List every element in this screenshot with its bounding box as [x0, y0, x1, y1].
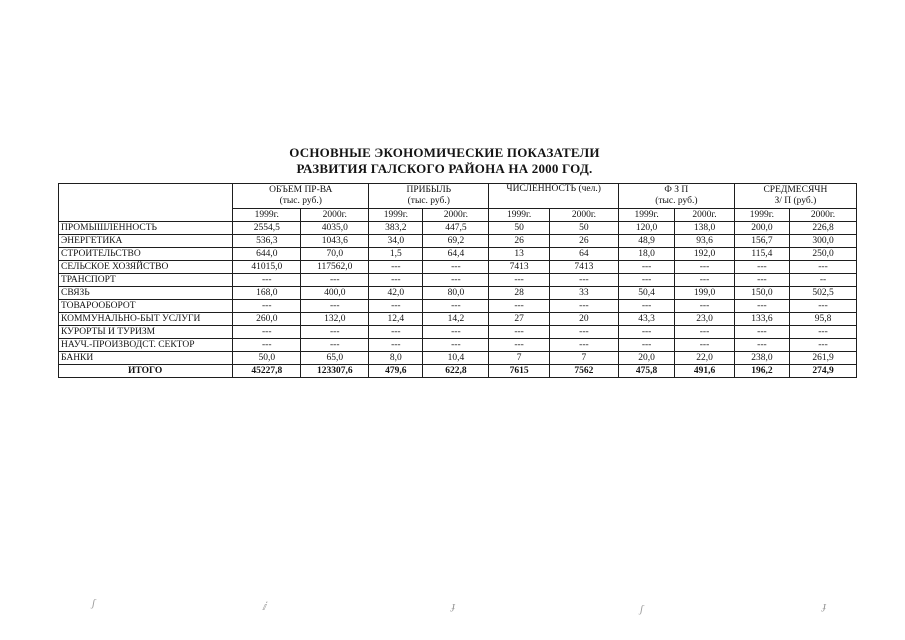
table-cell: 50,0 — [233, 352, 301, 365]
table-cell: 95,8 — [790, 313, 857, 326]
table-cell: --- — [233, 274, 301, 287]
table-cell: --- — [790, 326, 857, 339]
year-header: 2000г. — [549, 209, 618, 222]
table-cell: --- — [549, 326, 618, 339]
table-cell: --- — [790, 339, 857, 352]
year-header: 2000г. — [790, 209, 857, 222]
total-row — [59, 365, 857, 378]
table-cell: --- — [233, 300, 301, 313]
group-header — [369, 184, 489, 209]
table-cell: 491,6 — [675, 365, 735, 378]
row-label: СВЯЗЬ — [59, 287, 233, 300]
table-cell: 64,4 — [423, 248, 489, 261]
table-cell: 132,0 — [301, 313, 369, 326]
table-cell: 13 — [489, 248, 550, 261]
scan-mark: ɟ — [452, 600, 456, 612]
table-cell: 536,3 — [233, 235, 301, 248]
group-header-title: ОБЪЕМ ПР-ВА — [269, 185, 333, 195]
table-group-header-row — [59, 184, 857, 209]
table-cell: 42,0 — [369, 287, 423, 300]
table-cell: 250,0 — [790, 248, 857, 261]
table-cell: --- — [423, 300, 489, 313]
group-header-title: ЧИСЛЕННОСТЬ (чел.) — [506, 184, 601, 194]
indicators-table — [58, 183, 857, 378]
table-cell: 65,0 — [301, 352, 369, 365]
table-cell: 2554,5 — [233, 222, 301, 235]
document-title-line-1: ОСНОВНЫЕ ЭКОНОМИЧЕСКИЕ ПОКАЗАТЕЛИ — [289, 145, 600, 160]
table-cell: --- — [301, 300, 369, 313]
year-header: 1999г. — [489, 209, 550, 222]
row-label: ЭНЕРГЕТИКА — [59, 235, 233, 248]
table-cell: 33 — [549, 287, 618, 300]
row-label: СЕЛЬСКОЕ ХОЗЯЙСТВО — [59, 261, 233, 274]
table-row — [59, 261, 857, 274]
group-header-unit: (тыс. руб.) — [407, 196, 450, 206]
table-row — [59, 339, 857, 352]
table-cell: --- — [734, 326, 789, 339]
table-cell: 64 — [549, 248, 618, 261]
table-row — [59, 248, 857, 261]
document-title-line-2: РАЗВИТИЯ ГАЛСКОГО РАЙОНА НА 2000 ГОД. — [296, 161, 593, 176]
table-row — [59, 287, 857, 300]
table-cell: --- — [489, 274, 550, 287]
table-cell: --- — [301, 326, 369, 339]
table-cell: 7615 — [489, 365, 550, 378]
table-cell: 8,0 — [369, 352, 423, 365]
table-cell: --- — [618, 261, 674, 274]
table-cell: 80,0 — [423, 287, 489, 300]
table-body — [59, 222, 857, 378]
table-cell: 1043,6 — [301, 235, 369, 248]
table-cell: 226,8 — [790, 222, 857, 235]
year-header: 2000г. — [675, 209, 735, 222]
table-cell: --- — [675, 339, 735, 352]
table-cell: --- — [734, 300, 789, 313]
table-cell: 156,7 — [734, 235, 789, 248]
table-cell: --- — [549, 274, 618, 287]
table-cell: --- — [369, 261, 423, 274]
year-header: 1999г. — [618, 209, 674, 222]
table-cell: 196,2 — [734, 365, 789, 378]
table-cell: 4035,0 — [301, 222, 369, 235]
table-cell: 479,6 — [369, 365, 423, 378]
row-label: СТРОИТЕЛЬСТВО — [59, 248, 233, 261]
table-cell: 200,0 — [734, 222, 789, 235]
table-cell: 138,0 — [675, 222, 735, 235]
table-cell: --- — [489, 339, 550, 352]
table-cell: 20 — [549, 313, 618, 326]
table-cell: --- — [618, 274, 674, 287]
table-cell: 383,2 — [369, 222, 423, 235]
scan-mark: ɟ — [823, 600, 827, 612]
table-cell: --- — [734, 339, 789, 352]
scan-mark: ʃ — [640, 603, 644, 615]
year-header: 2000г. — [423, 209, 489, 222]
table-cell: --- — [423, 326, 489, 339]
scan-mark: ⅈ — [262, 601, 266, 613]
table-cell: --- — [675, 326, 735, 339]
table-cell: 1,5 — [369, 248, 423, 261]
table-cell: 10,4 — [423, 352, 489, 365]
table-cell: --- — [489, 300, 550, 313]
table-cell: 22,0 — [675, 352, 735, 365]
table-cell: 502,5 — [790, 287, 857, 300]
table-cell: 274,9 — [790, 365, 857, 378]
year-header: 2000г. — [301, 209, 369, 222]
row-label: КУРОРТЫ И ТУРИЗМ — [59, 326, 233, 339]
table-cell: 622,8 — [423, 365, 489, 378]
table-cell: 260,0 — [233, 313, 301, 326]
table-cell: 300,0 — [790, 235, 857, 248]
table-cell: 168,0 — [233, 287, 301, 300]
table-cell: 50 — [549, 222, 618, 235]
table-cell: 192,0 — [675, 248, 735, 261]
table-cell: --- — [369, 326, 423, 339]
table-cell: --- — [790, 261, 857, 274]
table-row — [59, 222, 857, 235]
row-label: ПРОМЫШЛЕННОСТЬ — [59, 222, 233, 235]
group-header — [233, 184, 369, 209]
table-cell: 7413 — [489, 261, 550, 274]
table-cell: --- — [489, 326, 550, 339]
table-cell: 27 — [489, 313, 550, 326]
table-cell: --- — [301, 274, 369, 287]
table-cell: --- — [675, 261, 735, 274]
group-header — [489, 184, 619, 209]
row-label: ИТОГО — [59, 365, 233, 378]
group-header-title: ПРИБЫЛЬ — [406, 185, 452, 195]
table-cell: 34,0 — [369, 235, 423, 248]
table-cell: 7 — [549, 352, 618, 365]
group-header-title: СРЕДМЕСЯЧН — [763, 185, 828, 195]
table-cell: 45227,8 — [233, 365, 301, 378]
table-cell: --- — [549, 339, 618, 352]
row-label: КОММУНАЛЬНО-БЫТ УСЛУГИ — [59, 313, 233, 326]
table-cell: --- — [549, 300, 618, 313]
table-cell: 43,3 — [618, 313, 674, 326]
table-cell: 14,2 — [423, 313, 489, 326]
table-row — [59, 313, 857, 326]
table-cell: 26 — [489, 235, 550, 248]
row-label: ТОВАРООБОРОТ — [59, 300, 233, 313]
table-cell: --- — [675, 300, 735, 313]
table-row — [59, 300, 857, 313]
table-cell: 123307,6 — [301, 365, 369, 378]
table-cell: --- — [675, 274, 735, 287]
table-cell: 50,4 — [618, 287, 674, 300]
table-cell: 199,0 — [675, 287, 735, 300]
table-cell: 28 — [489, 287, 550, 300]
table-cell: 23,0 — [675, 313, 735, 326]
table-cell: 475,8 — [618, 365, 674, 378]
table-cell: --- — [618, 300, 674, 313]
table-cell: 644,0 — [233, 248, 301, 261]
year-header: 1999г. — [233, 209, 301, 222]
table-cell: --- — [369, 339, 423, 352]
table-cell: --- — [301, 339, 369, 352]
table-cell: 12,4 — [369, 313, 423, 326]
year-header: 1999г. — [734, 209, 789, 222]
table-cell: 447,5 — [423, 222, 489, 235]
table-cell: 69,2 — [423, 235, 489, 248]
table-cell: 150,0 — [734, 287, 789, 300]
table-cell: 20,0 — [618, 352, 674, 365]
table-cell: 400,0 — [301, 287, 369, 300]
row-label: НАУЧ.-ПРОИЗВОДСТ. СЕКТОР — [59, 339, 233, 352]
group-header-unit: (тыс. руб.) — [279, 196, 322, 206]
table-cell: --- — [618, 339, 674, 352]
table-cell: --- — [618, 326, 674, 339]
table-cell: 261,9 — [790, 352, 857, 365]
table-cell: 115,4 — [734, 248, 789, 261]
scan-mark: ʃ — [92, 597, 96, 609]
group-header-title: Ф З П — [664, 185, 689, 195]
table-cell: --- — [423, 261, 489, 274]
table-cell: --- — [423, 339, 489, 352]
row-label: БАНКИ — [59, 352, 233, 365]
table-cell: --- — [790, 300, 857, 313]
table-cell: 120,0 — [618, 222, 674, 235]
group-header-unit: З/ П (руб.) — [774, 196, 817, 206]
table-cell: 26 — [549, 235, 618, 248]
table-cell: 117562,0 — [301, 261, 369, 274]
table-cell: 18,0 — [618, 248, 674, 261]
table-corner-cell — [59, 184, 233, 222]
table-row — [59, 274, 857, 287]
row-label: ТРАНСПОРТ — [59, 274, 233, 287]
table-row — [59, 326, 857, 339]
table-cell: 7 — [489, 352, 550, 365]
table-cell: 93,6 — [675, 235, 735, 248]
table-cell: 7562 — [549, 365, 618, 378]
table-cell: --- — [734, 261, 789, 274]
table-cell: --- — [369, 300, 423, 313]
table-cell: 50 — [489, 222, 550, 235]
table-cell: -- — [790, 274, 857, 287]
table-cell: --- — [423, 274, 489, 287]
year-header: 1999г. — [369, 209, 423, 222]
group-header-unit: (тыс. руб.) — [655, 196, 698, 206]
table-cell: 48,9 — [618, 235, 674, 248]
table-cell: 238,0 — [734, 352, 789, 365]
group-header — [734, 184, 856, 209]
table-cell: 70,0 — [301, 248, 369, 261]
table-cell: --- — [233, 326, 301, 339]
table-cell: --- — [233, 339, 301, 352]
table-row — [59, 352, 857, 365]
table-cell: --- — [369, 274, 423, 287]
table-cell: 133,6 — [734, 313, 789, 326]
table-row — [59, 235, 857, 248]
table-cell: 41015,0 — [233, 261, 301, 274]
table-cell: 7413 — [549, 261, 618, 274]
table-cell: --- — [734, 274, 789, 287]
group-header — [618, 184, 734, 209]
